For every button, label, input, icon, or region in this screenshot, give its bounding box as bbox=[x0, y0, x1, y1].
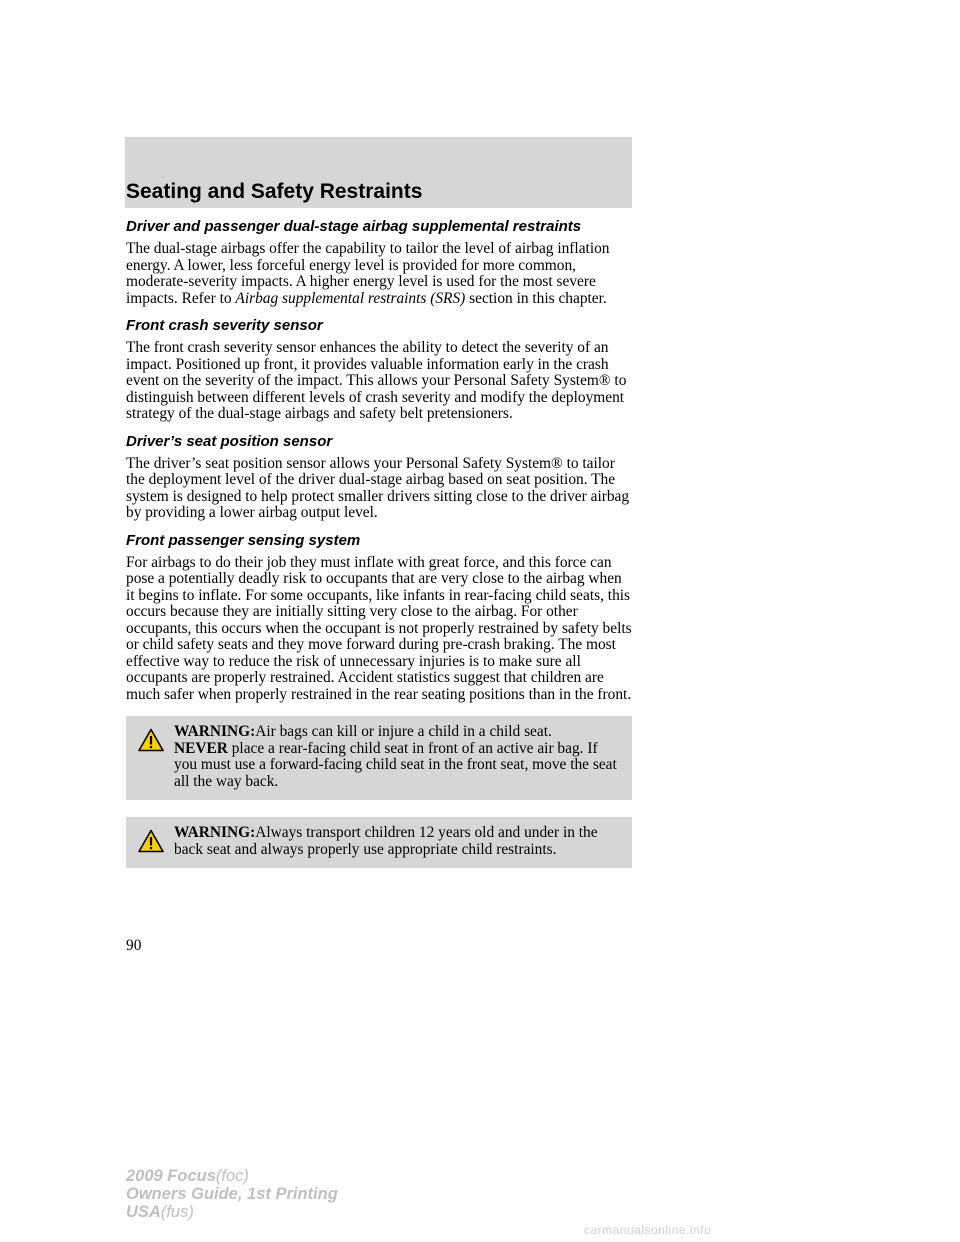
section-text-dual-stage bbox=[126, 241, 632, 307]
warning-rest: place a rear-facing child seat in front of an active air bag. If you must use a forward-facing child seat in the front seat, move the seat all the way back. bbox=[174, 739, 617, 790]
warning-label: WARNING: bbox=[174, 824, 256, 841]
footer-region: USA bbox=[126, 1203, 161, 1221]
footer-printing-info bbox=[126, 1167, 338, 1221]
section-text-seat-sensor: The driver’s seat position sensor allows your Personal Safety System® to tailor the deployment level of the driver dual-stage airbag based on seat position. The system is designed to help protect smaller drivers sitting close to the driver airbag by providing a lower airbag output level. bbox=[126, 454, 630, 521]
footer-model-code: (foc) bbox=[215, 1167, 249, 1185]
section-heading-passenger-sensing: Front passenger sensing system bbox=[126, 531, 361, 549]
warning-box-back-seat bbox=[126, 817, 632, 868]
warning-label: WARNING: bbox=[174, 723, 256, 740]
warning-emphasis: NEVER bbox=[174, 739, 228, 757]
content bbox=[126, 218, 632, 868]
warning-line: Always transport children 12 years old and under in the back seat and always properly use appropriate child restraints. bbox=[174, 824, 598, 858]
section-heading-crash-sensor: Front crash severity sensor bbox=[126, 317, 323, 334]
footer-region-code: (fus) bbox=[160, 1203, 194, 1221]
section-heading-dual-stage: Driver and passenger dual-stage airbag supplemental restraints bbox=[126, 218, 582, 235]
page-title: Seating and Safety Restraints bbox=[126, 180, 423, 203]
section-text-passenger-sensing: For airbags to do their job they must inflate with great force, and this force can pose a potentially deadly risk to occupants that are very close to the airbag when it begins to inflate. For some occupants, like infants in rear-facing child seats, this occurs because they are initially sitting very close to the airbag. For other occupants, this occurs when the occupant is not properly restrained by safety belts or child safety seats and they move forward during pre-crash braking. The most effective way to reduce the risk of unnecessary injuries is to make sure all occupants are properly restrained. Accident statistics suggest that children are much safer when properly restrained in the rear seating positions than in the front. bbox=[126, 553, 632, 703]
text-run: section in this chapter. bbox=[465, 289, 607, 307]
warning-text bbox=[126, 825, 622, 858]
page-number: 90 bbox=[126, 937, 142, 954]
footer-model: 2009 Focus bbox=[126, 1167, 216, 1185]
warning-text bbox=[126, 724, 622, 790]
warning-box-child-seat bbox=[126, 716, 632, 800]
section-heading-seat-sensor: Driver’s seat position sensor bbox=[126, 432, 333, 450]
footer-guide: Owners Guide, 1st Printing bbox=[126, 1185, 338, 1203]
text-run: The dual-stage airbags offer the capability to tailor the level of airbag inflation energy. A lower, less forceful energy level is provided for more common, moderate-severity impacts. A higher energy level is used for the most severe impacts. Refer to bbox=[126, 240, 610, 307]
warning-triangle-icon bbox=[138, 728, 164, 752]
section-text-crash-sensor: The front crash severity sensor enhances the ability to detect the severity of an impact. Positioned up front, it provides valuable information early in the crash event on the severity of the impact. This allows your Personal Safety System® to distinguish between different levels of crash severity and modify the deployment strategy of the dual-stage airbags and safety belt pretensioners. bbox=[126, 339, 627, 422]
watermark: carmanualsonline.info bbox=[584, 1223, 712, 1237]
cross-reference: Airbag supplemental restraints (SRS) bbox=[235, 289, 466, 307]
warning-triangle-icon bbox=[138, 829, 164, 853]
warning-line: Air bags can kill or injure a child in a child seat. bbox=[255, 723, 552, 740]
